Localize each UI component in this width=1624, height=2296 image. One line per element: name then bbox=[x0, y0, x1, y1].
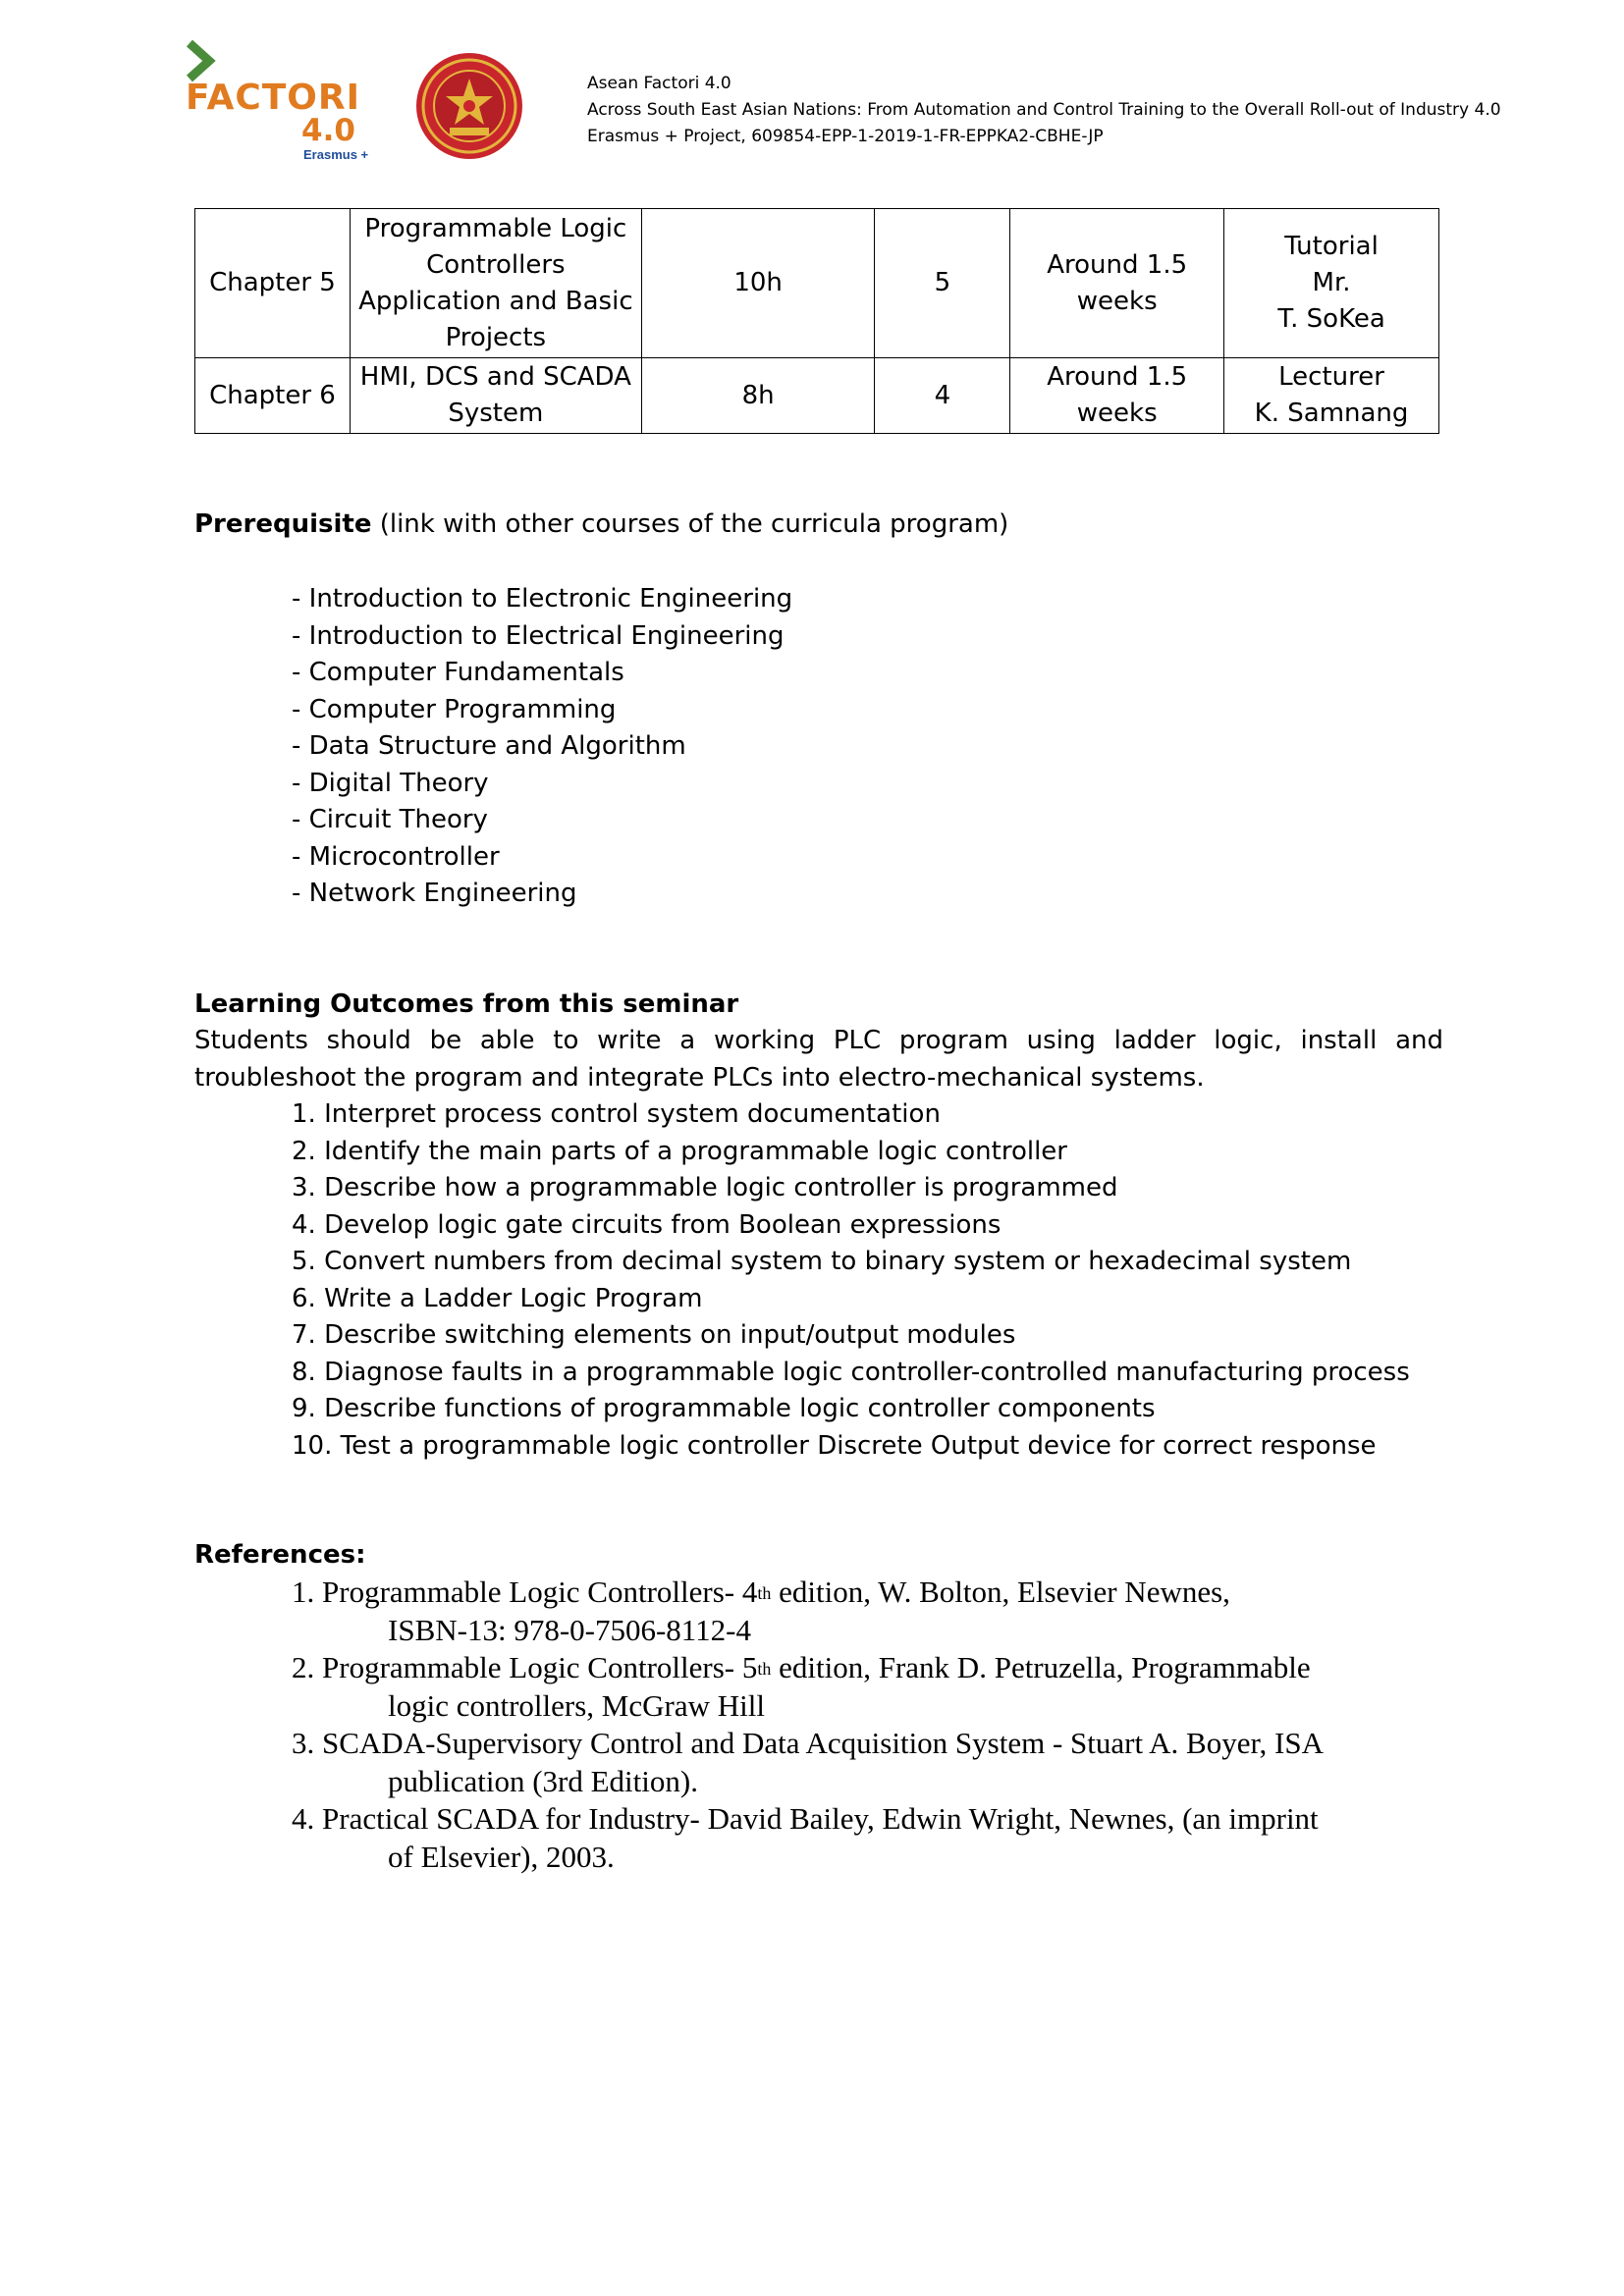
instructor-line: Tutorial bbox=[1284, 232, 1379, 261]
reference-continuation: publication (3rd Edition). bbox=[388, 1763, 698, 1798]
prerequisite-title: Prerequisite bbox=[194, 509, 372, 539]
list-item: 6. Write a Ladder Logic Program bbox=[292, 1283, 703, 1313]
topic-line: System bbox=[448, 399, 544, 428]
list-item: 3. Describe how a programmable logic controller is programmed bbox=[292, 1173, 1118, 1202]
chapter-cell: Chapter 5 bbox=[195, 209, 351, 358]
duration-line: Around 1.5 bbox=[1047, 362, 1188, 392]
header-line-3: Erasmus + Project, 609854-EPP-1-2019-1-FR-EPPKA2-CBHE-JP bbox=[587, 127, 1104, 146]
list-item: - Data Structure and Algorithm bbox=[292, 731, 686, 761]
chevron-right-icon bbox=[184, 39, 217, 82]
reference-text: 1. Programmable Logic Controllers- 4 bbox=[292, 1575, 758, 1609]
header-line-1: Asean Factori 4.0 bbox=[587, 74, 731, 93]
chapter-cell: Chapter 6 bbox=[195, 358, 351, 434]
list-item: 4. Develop logic gate circuits from Boolean expressions bbox=[292, 1209, 1001, 1240]
list-item: - Introduction to Electronic Engineering bbox=[292, 584, 793, 614]
hours-cell: 8h bbox=[641, 358, 875, 434]
topic-line: Controllers bbox=[426, 249, 566, 280]
references-list bbox=[292, 1574, 1450, 1876]
reference-continuation: logic controllers, McGraw Hill bbox=[388, 1687, 765, 1723]
instructor-line: Mr. bbox=[1312, 268, 1351, 297]
list-item: - Microcontroller bbox=[292, 841, 500, 872]
factori-logo bbox=[180, 37, 376, 165]
instructor-cell bbox=[1224, 209, 1439, 358]
list-item: - Digital Theory bbox=[292, 768, 489, 798]
table-row bbox=[195, 209, 1439, 358]
prerequisite-heading bbox=[194, 507, 1008, 544]
list-item: - Circuit Theory bbox=[292, 805, 488, 834]
outcomes-list bbox=[292, 1096, 1410, 1465]
duration-cell bbox=[1010, 358, 1224, 434]
reference-text: edition, W. Bolton, Elsevier Newnes, bbox=[771, 1575, 1230, 1609]
logo-version: 4.0 bbox=[301, 113, 355, 148]
instructor-line: T. SoKea bbox=[1277, 304, 1385, 334]
outcomes-intro: Students should be able to write a working PLC program using ladder logic, install and troubleshoot the program and integrate PLCs into electro-mechanical systems. bbox=[194, 1026, 1443, 1093]
list-item: 2. Identify the main parts of a programmable logic controller bbox=[292, 1136, 1067, 1166]
instructor-cell bbox=[1224, 358, 1439, 434]
instructor-line: Lecturer bbox=[1278, 362, 1384, 392]
prerequisite-list bbox=[292, 581, 792, 913]
list-item: 1. Interpret process control system documentation bbox=[292, 1099, 941, 1129]
reference-superscript: th bbox=[757, 1583, 772, 1603]
list-item: - Computer Fundamentals bbox=[292, 658, 624, 687]
university-seal-icon bbox=[414, 51, 524, 161]
references-heading: References: bbox=[194, 1540, 366, 1570]
reference-text: 2. Programmable Logic Controllers- 5 bbox=[292, 1650, 758, 1684]
reference-text: 3. SCADA-Supervisory Control and Data Acquisition System - Stuart A. Boyer, ISA bbox=[292, 1726, 1324, 1760]
duration-line: weeks bbox=[1076, 399, 1158, 428]
reference-superscript: th bbox=[757, 1659, 772, 1679]
outcomes-heading: Learning Outcomes from this seminar bbox=[194, 989, 739, 1019]
sessions-cell: 5 bbox=[875, 209, 1010, 358]
header-line-2: Across South East Asian Nations: From Automation and Control Training to the Overall Roll-out of Industry 4.0 bbox=[587, 100, 1501, 120]
project-header bbox=[587, 71, 1501, 150]
topic-line: HMI, DCS and SCADA bbox=[359, 362, 631, 392]
topic-line: Projects bbox=[445, 322, 547, 352]
instructor-line: K. Samnang bbox=[1254, 399, 1409, 428]
list-item: 10. Test a programmable logic controller Discrete Output device for correct response bbox=[292, 1430, 1377, 1461]
reference-item bbox=[292, 1574, 1450, 1649]
duration-line: weeks bbox=[1076, 286, 1158, 316]
duration-line: Around 1.5 bbox=[1047, 249, 1188, 280]
list-item: 5. Convert numbers from decimal system to binary system or hexadecimal system bbox=[292, 1247, 1352, 1276]
duration-cell bbox=[1010, 209, 1224, 358]
list-item: - Network Engineering bbox=[292, 879, 577, 908]
list-item: 7. Describe switching elements on input/output modules bbox=[292, 1320, 1016, 1350]
reference-continuation: ISBN-13: 978-0-7506-8112-4 bbox=[388, 1612, 751, 1647]
table-row bbox=[195, 358, 1439, 434]
prerequisite-note: (link with other courses of the curricula program) bbox=[371, 509, 1009, 539]
logo-subtitle: Erasmus + bbox=[303, 147, 369, 162]
list-item: - Computer Programming bbox=[292, 694, 617, 724]
topic-line: Programmable Logic bbox=[364, 213, 627, 243]
list-item: - Introduction to Electrical Engineering bbox=[292, 620, 785, 651]
reference-item bbox=[292, 1800, 1450, 1876]
reference-text: 4. Practical SCADA for Industry- David Bailey, Edwin Wright, Newnes, (an imprint bbox=[292, 1801, 1319, 1836]
topic-cell bbox=[350, 358, 641, 434]
reference-item bbox=[292, 1725, 1450, 1800]
list-item: 8. Diagnose faults in a programmable logic controller-controlled manufacturing process bbox=[292, 1357, 1410, 1387]
chapter-schedule-table bbox=[194, 208, 1439, 434]
hours-cell: 10h bbox=[641, 209, 875, 358]
sessions-cell: 4 bbox=[875, 358, 1010, 434]
list-item: 9. Describe functions of programmable logic controller components bbox=[292, 1394, 1156, 1423]
reference-text: edition, Frank D. Petruzella, Programmable bbox=[771, 1650, 1311, 1684]
topic-cell bbox=[350, 209, 641, 358]
topic-line: Application and Basic bbox=[358, 286, 633, 316]
logo-word: FACTORI bbox=[186, 78, 361, 118]
reference-item bbox=[292, 1649, 1450, 1725]
reference-continuation: of Elsevier), 2003. bbox=[388, 1839, 615, 1874]
